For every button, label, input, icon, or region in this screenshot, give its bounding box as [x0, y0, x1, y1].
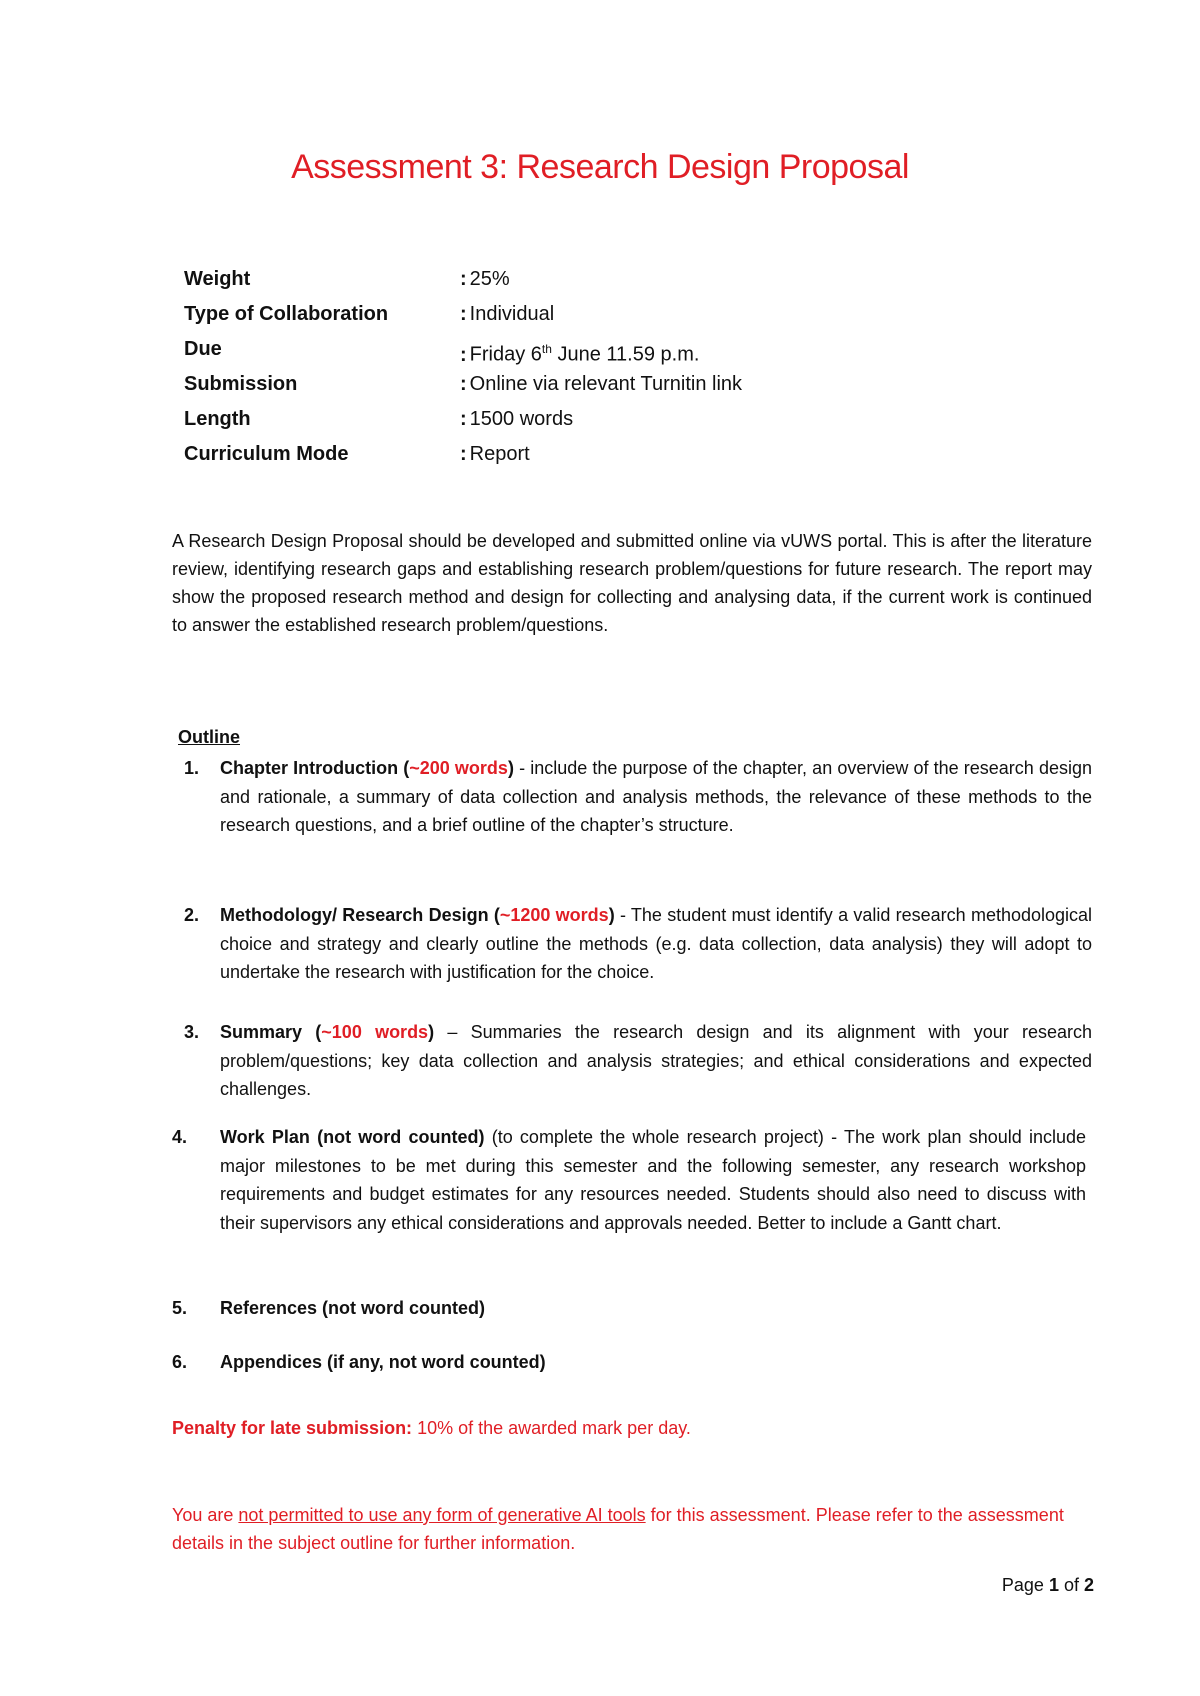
- meta-label: Length: [184, 408, 251, 430]
- meta-label: Curriculum Mode: [184, 443, 349, 465]
- item-title: Work Plan (not word counted): [220, 1127, 485, 1147]
- outline-item-2: 2. Methodology/ Research Design (~1200 words) - The student must identify a valid research methodological choice and strategy and clearly outline the methods (e.g. data collection, data analysis) they will adopt to undertake the research with justification for the choice.: [184, 901, 1092, 987]
- outline-heading: Outline: [178, 727, 240, 747]
- item-number: 1.: [184, 758, 200, 778]
- meta-row-mode: Curriculum Mode : Report: [184, 437, 884, 472]
- outline-item-6: [172, 1348, 1086, 1377]
- item-number: 2.: [184, 905, 200, 925]
- late-penalty: [172, 1418, 691, 1439]
- ai-prohibition: not permitted to use any form of generative AI tools: [238, 1505, 646, 1525]
- meta-value: Friday 6: [469, 343, 542, 366]
- item-title: Appendices (if any, not word counted): [220, 1352, 546, 1372]
- meta-row-length: Length : 1500 words: [184, 402, 884, 437]
- outline-item-4: [172, 1123, 1086, 1237]
- outline-item-5: [172, 1294, 1086, 1323]
- meta-label: Submission: [184, 373, 298, 395]
- item-title: Chapter Introduction (: [220, 758, 410, 778]
- assessment-details: [184, 262, 884, 472]
- item-text: (to complete the whole research project) - The work plan should include major milestones to be met during this semester and the following semester, any research workshop requirements and budget estimates for any resources needed. Students should also need to discuss with their supervisors any ethical considerations and approvals needed. Better to include a Gantt chart.: [220, 1127, 1086, 1233]
- item-title: References (not word counted): [220, 1298, 486, 1318]
- item-number: 5.: [172, 1298, 188, 1318]
- outline-item-3: 3. Summary (~100 words) – Summaries the research design and its alignment with your research problem/questions; key data collection and analysis strategies; and ethical considerations and expected challenges.: [184, 1018, 1092, 1104]
- penalty-text: 10% of the awarded mark per day.: [412, 1418, 691, 1438]
- page-title: Assessment 3: Research Design Proposal: [291, 148, 909, 186]
- meta-value-superscript: th: [541, 342, 552, 356]
- meta-value: Report: [469, 443, 530, 465]
- meta-value: June 11.59 p.m.: [551, 343, 700, 366]
- meta-label: Due: [184, 338, 222, 360]
- page-number: Page 1 of 2: [1001, 1575, 1094, 1595]
- meta-label: Type of Collaboration: [184, 303, 389, 325]
- meta-value: Online via relevant Turnitin link: [469, 373, 743, 395]
- meta-row-collaboration: Type of Collaboration : Individual: [184, 297, 884, 332]
- item-title: Summary (: [220, 1022, 322, 1042]
- word-limit: ~1200 words: [499, 905, 609, 925]
- outline-item-1: 1. Chapter Introduction (~200 words) - include the purpose of the chapter, an overview of the research design and rationale, a summary of data collection and analysis methods, the relevance of these methods to the research questions, and a brief outline of the chapter’s structure.: [184, 754, 1092, 840]
- item-title: Methodology/ Research Design (: [220, 905, 500, 925]
- meta-row-weight: Weight : 25%: [184, 262, 884, 297]
- word-limit: ~200 words: [409, 758, 508, 778]
- ai-tools-notice: You are not permitted to use any form of generative AI tools for this assessment. Please refer to the assessment details in the subject outline for further information.: [172, 1505, 1064, 1553]
- meta-row-submission: Submission : Online via relevant Turnitin link: [184, 367, 884, 402]
- item-number: 3.: [184, 1022, 200, 1042]
- meta-value: Individual: [469, 303, 555, 325]
- item-text: – Summaries the research design and its alignment with your research problem/questions; key data collection and analysis strategies; and ethical considerations and expected challenges.: [220, 1022, 1092, 1099]
- item-number: 6.: [172, 1352, 188, 1372]
- word-limit: ~100 words: [321, 1022, 429, 1042]
- meta-value: 1500 words: [469, 408, 574, 430]
- meta-value: 25%: [469, 268, 510, 290]
- meta-row-due: Due : Friday 6th June 11.59 p.m.: [184, 332, 884, 367]
- penalty-label: Penalty for late submission:: [172, 1418, 413, 1438]
- item-number: 4.: [172, 1127, 188, 1147]
- meta-label: Weight: [184, 268, 251, 290]
- item-text: - The student must identify a valid research methodological choice and strategy and clearly outline the methods (e.g. data collection, data analysis) they will adopt to undertake the research with justification for the choice.: [220, 905, 1093, 982]
- item-text: - include the purpose of the chapter, an overview of the research design and rationale, a summary of data collection and analysis methods, the relevance of these methods to the research questions, and a brief outline of the chapter’s structure.: [220, 758, 1092, 835]
- intro-paragraph: A Research Design Proposal should be developed and submitted online via vUWS portal. This is after the literature review, identifying research gaps and establishing research problem/questions for future research. The report may show the proposed research method and design for collecting and analysing data, if the current work is continued to answer the established research problem/questions.: [172, 531, 1092, 635]
